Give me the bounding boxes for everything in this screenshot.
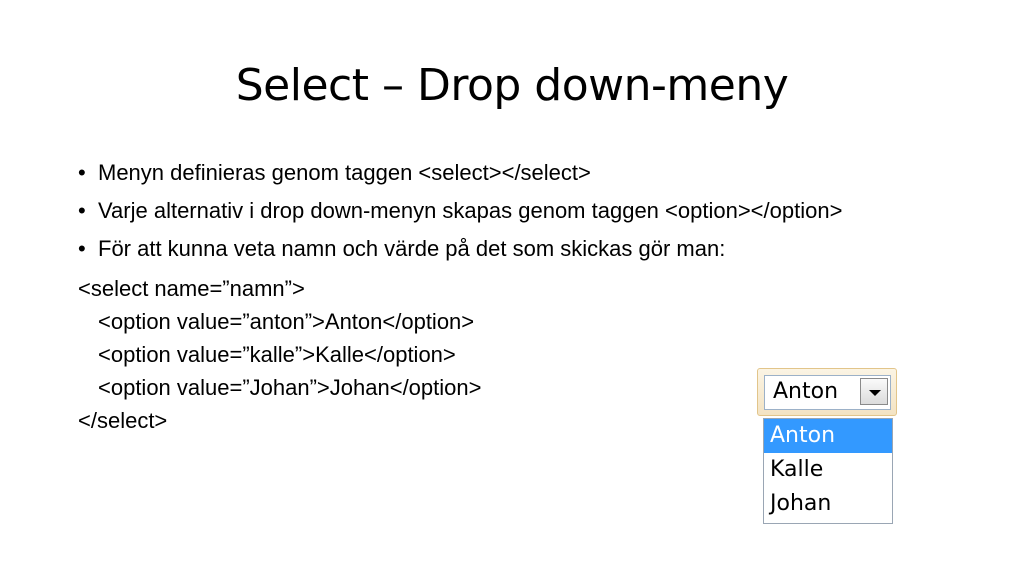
bullet-dot: • [78,160,86,185]
bullet-item [78,232,958,265]
bullet-dot: • [78,236,86,261]
code-line: </select> [78,408,168,433]
bullet-text: Menyn definieras genom taggen <select></select> [98,160,591,185]
dropdown-option-anton[interactable]: Anton [764,419,892,453]
code-line: <select name=”namn”> [78,276,305,301]
dropdown-option-johan[interactable]: Johan [770,491,832,516]
dropdown-selected-value: Anton [773,379,839,404]
code-line: <option value=”anton”>Anton</option> [98,309,475,334]
dropdown-option-kalle[interactable]: Kalle [770,457,824,482]
chevron-down-icon[interactable] [860,378,888,405]
dropdown-select-box[interactable] [757,368,897,416]
bullet-item [78,156,958,189]
slide-title: Select – Drop down-meny [235,60,789,111]
dropdown-demo-image [757,368,897,526]
bullet-item [78,194,958,227]
bullet-dot: • [78,198,86,223]
bullet-text: Varje alternativ i drop down-menyn skapas genom taggen <option></option> [98,198,843,223]
bullet-text: För att kunna veta namn och värde på det som skickas gör man: [98,236,726,261]
code-line: <option value=”Johan”>Johan</option> [98,375,482,400]
code-line: <option value=”kalle”>Kalle</option> [98,342,456,367]
dropdown-field[interactable] [764,375,891,410]
dropdown-options-list [763,418,893,524]
